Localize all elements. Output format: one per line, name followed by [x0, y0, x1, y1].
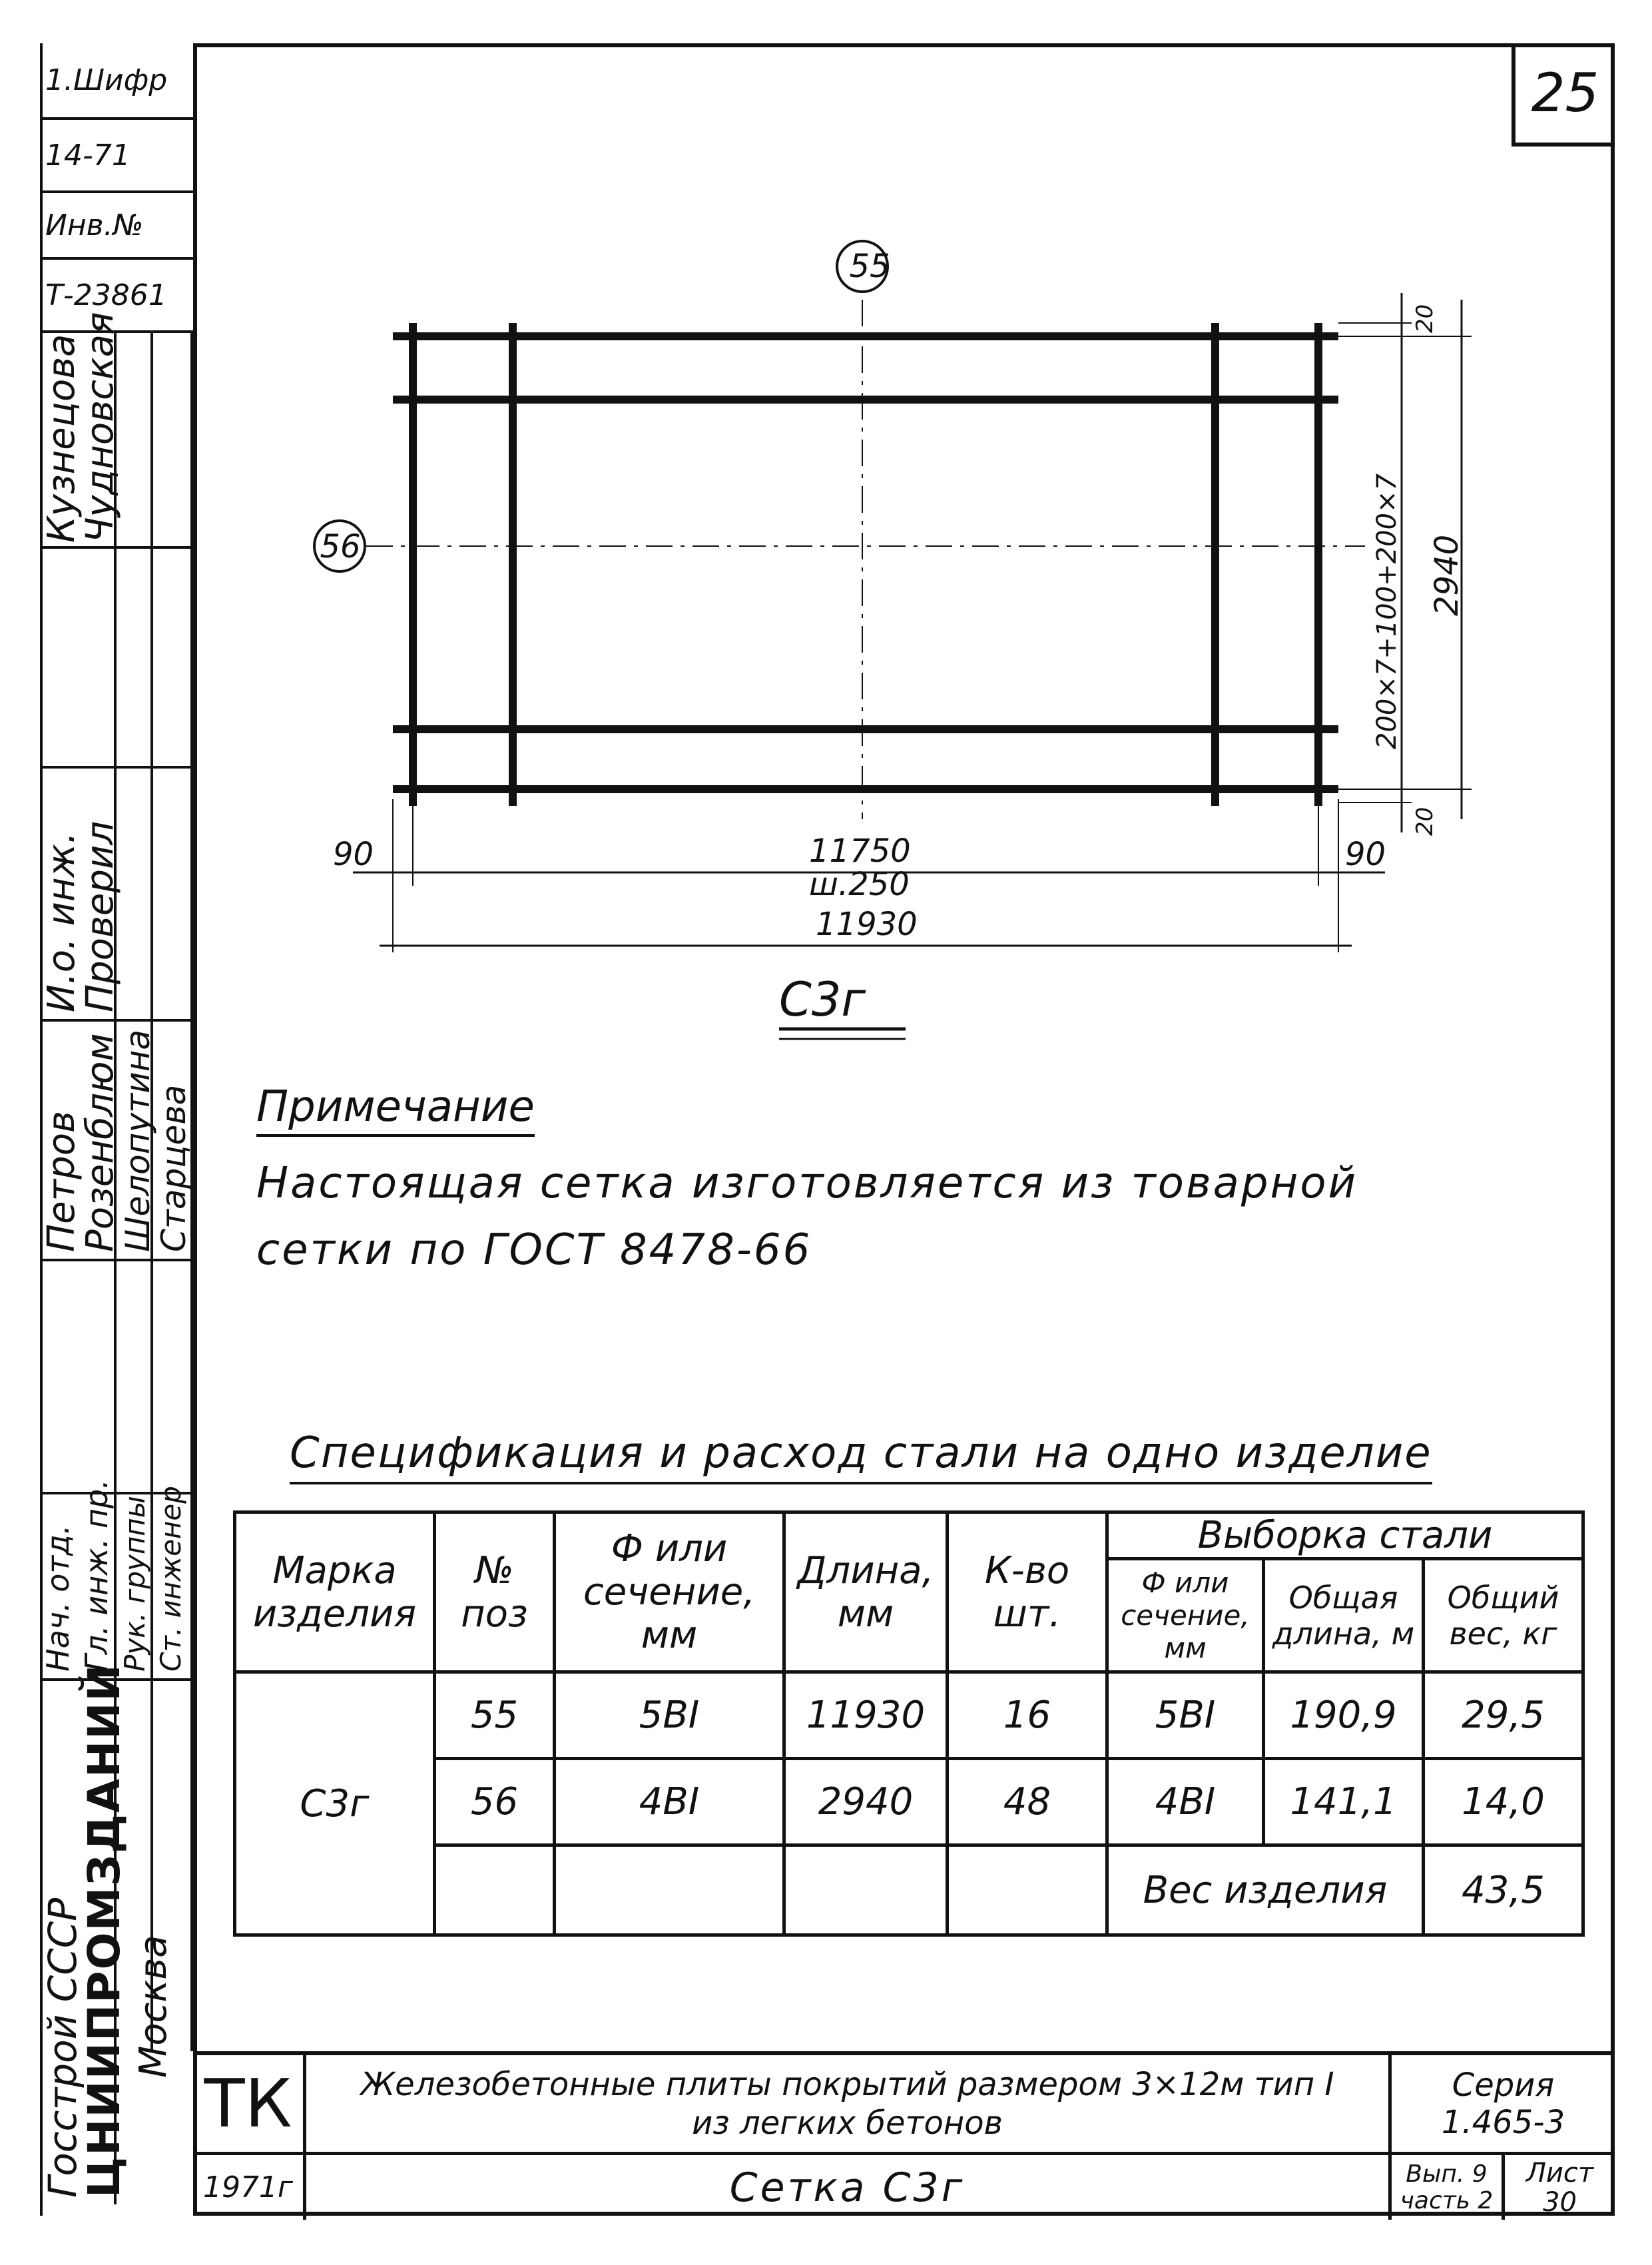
dim-total: 11930	[816, 906, 918, 943]
org-ministry: Госстрой СССР	[40, 1897, 85, 2198]
row1-count: 16	[948, 1672, 1107, 1759]
th-selection: Выборка стали	[1107, 1512, 1583, 1559]
stamp-inv-number: Т-23861	[40, 260, 193, 333]
row2-pos: 56	[435, 1759, 555, 1845]
name-shelopitina: Шелопутина	[119, 1029, 157, 1252]
tb-sheet-value: 30	[1543, 2186, 1577, 2218]
row2-length: 2940	[784, 1759, 948, 1845]
tb-year: 1971г	[193, 2155, 306, 2220]
name-kuznetsova: Кузнецова	[40, 334, 83, 543]
tb-series	[1392, 2055, 1615, 2155]
row1-sel-length: 190,9	[1264, 1672, 1424, 1759]
spec-title: Спецификация и расход стали на одно изделие	[290, 1429, 1432, 1484]
strip-divider	[40, 546, 193, 549]
tb-code: ТК	[193, 2055, 306, 2155]
page-number: 25	[1512, 43, 1615, 147]
note-heading: Примечание	[256, 1082, 535, 1137]
th-sel-length: Общая длина, м	[1264, 1559, 1424, 1672]
empty-cell	[555, 1845, 784, 1935]
mark-cell: С3г	[235, 1672, 435, 1935]
row2-sel-length: 141,1	[1264, 1759, 1424, 1845]
row1-sel-weight: 29,5	[1424, 1672, 1583, 1759]
role-io-eng: И.о. инж.	[40, 832, 83, 1012]
org-city: Москва	[132, 1935, 175, 2078]
row1-length: 11930	[784, 1672, 948, 1759]
tb-sheet	[1505, 2155, 1615, 2220]
th-section: Ф или сечение, мм	[555, 1512, 784, 1672]
tb-sheet-name: Сетка С3г	[306, 2155, 1392, 2220]
dim-top: 20	[1412, 304, 1438, 333]
tb-title-line2: из легких бетонов	[692, 2104, 1003, 2142]
mesh-drawing	[193, 220, 1525, 1219]
dim-bottom: 20	[1412, 807, 1438, 836]
callout-56: 56	[320, 528, 361, 565]
name-startseva: Старцева	[154, 1084, 193, 1252]
th-length: Длина, мм	[784, 1512, 948, 1672]
tb-title-line1: Железобетонные плиты покрытий размером 3×12м тип I	[360, 2065, 1334, 2103]
note-line2: сетки по ГОСТ 8478-66	[256, 1225, 812, 1275]
spec-table	[233, 1510, 1585, 1937]
row1-pos: 55	[435, 1672, 555, 1759]
strip-divider	[40, 766, 193, 769]
role-checked: Проверил	[79, 820, 122, 1012]
callout-55: 55	[849, 248, 890, 285]
tb-issue: Вып. 9 часть 2	[1392, 2155, 1505, 2220]
title-block	[193, 2051, 1615, 2216]
name-chudnovskaya: Чудновская	[79, 312, 122, 543]
name-rozenblyum: Розенблюм	[79, 1033, 122, 1252]
row2-sel-section: 4ВI	[1107, 1759, 1264, 1845]
th-mark: Марка изделия	[235, 1512, 435, 1672]
row1-section: 5ВI	[555, 1672, 784, 1759]
mark-label: С3г	[779, 972, 866, 1027]
row2-section: 4ВI	[555, 1759, 784, 1845]
stamp-number: 14-71	[40, 120, 193, 193]
empty-cell	[948, 1845, 1107, 1935]
tb-series-label: Серия	[1452, 2066, 1555, 2104]
role-chief-eng: Гл. инж. пр.	[79, 1479, 115, 1672]
empty-cell	[435, 1845, 555, 1935]
stamp-inv: Инв.№	[40, 193, 193, 260]
note-line1: Настоящая сетка изготовляется из товарной	[256, 1159, 1358, 1208]
dim-span: 11750	[809, 832, 911, 870]
empty-cell	[784, 1845, 948, 1935]
dim-right-90: 90	[1345, 836, 1386, 873]
name-petrov: Петров	[40, 1111, 83, 1252]
th-count: К-во шт.	[948, 1512, 1107, 1672]
stamp-shifr: 1.Шифр	[40, 43, 193, 120]
role-senior-eng: Ст. инженер	[154, 1486, 187, 1672]
dim-left-90: 90	[333, 836, 374, 873]
th-pos: № поз	[435, 1512, 555, 1672]
strip-divider	[40, 1259, 193, 1261]
role-group-lead: Рук. группы	[119, 1496, 151, 1672]
dim-vert-detail: 200×7+100+200×7	[1372, 473, 1402, 749]
row2-sel-weight: 14,0	[1424, 1759, 1583, 1845]
total-label: Вес изделия	[1107, 1845, 1424, 1935]
org-name: ЦНИИПРОМЗДАНИЙ	[79, 1663, 130, 2198]
tb-series-value: 1.465-3	[1441, 2103, 1565, 2141]
row2-count: 48	[948, 1759, 1107, 1845]
dim-vert-total: 2940	[1428, 534, 1466, 616]
tb-sheet-label: Лист	[1525, 2157, 1594, 2188]
row1-sel-section: 5ВI	[1107, 1672, 1264, 1759]
dim-step: ш.250	[809, 866, 910, 903]
role-head: Нач. отд.	[40, 1524, 76, 1672]
strip-divider	[40, 1019, 193, 1022]
total-value: 43,5	[1424, 1845, 1583, 1935]
th-sel-section: Ф или сечение, мм	[1107, 1559, 1264, 1672]
th-sel-weight: Общий вес, кг	[1424, 1559, 1583, 1672]
tb-title	[306, 2055, 1392, 2155]
